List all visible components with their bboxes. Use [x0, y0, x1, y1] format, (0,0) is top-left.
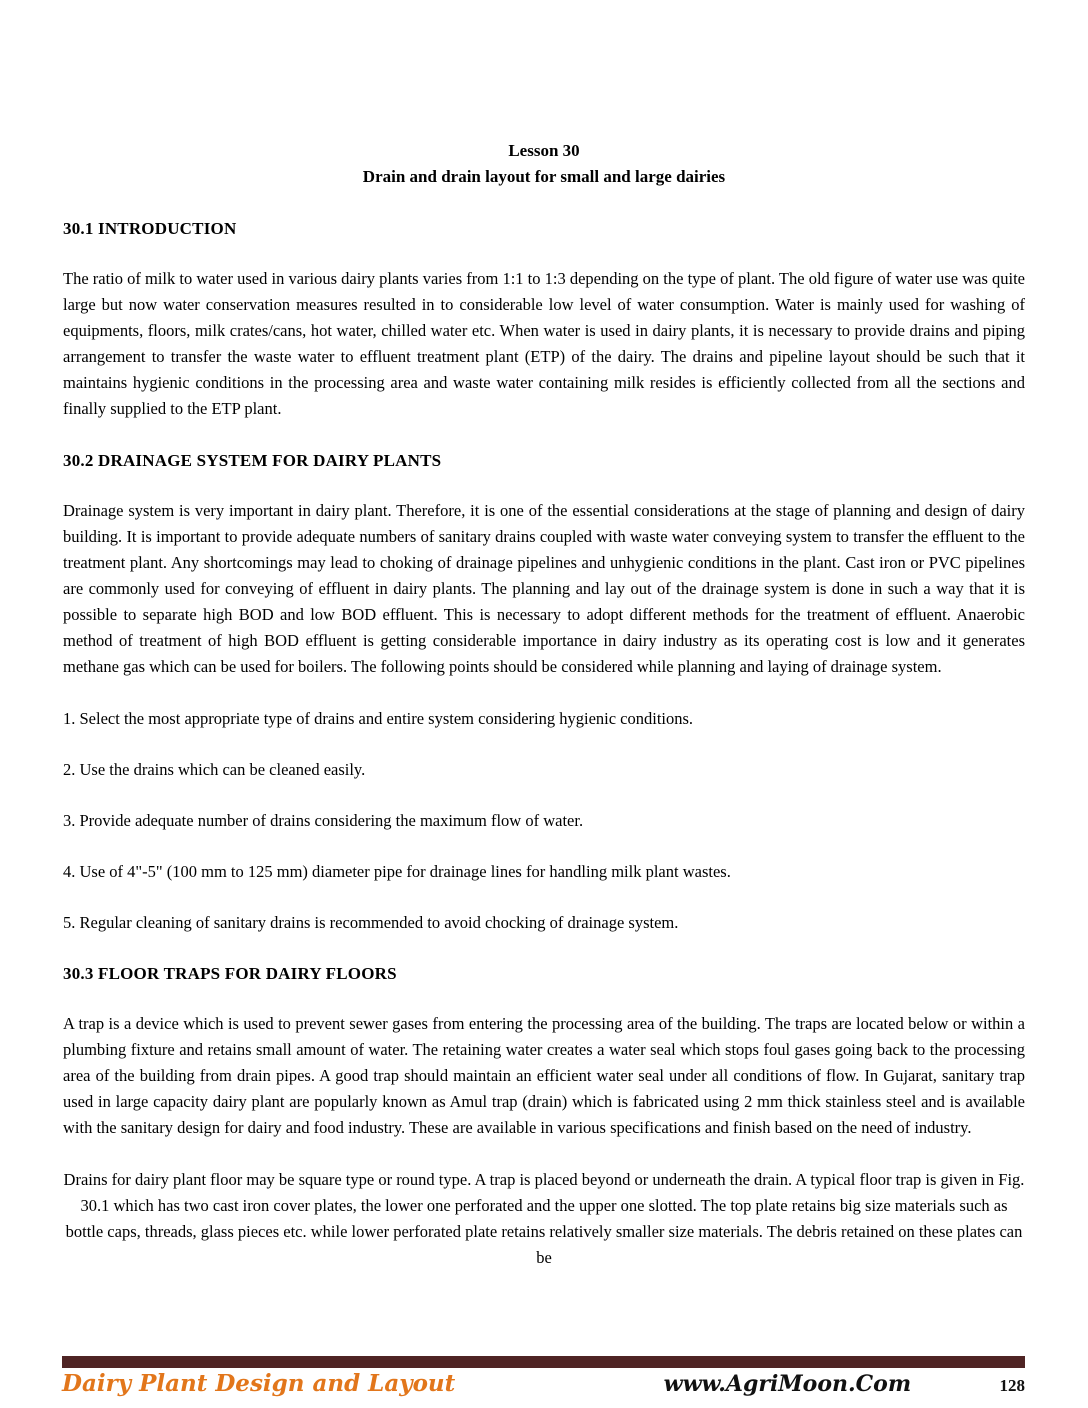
list-item-1: 1. Select the most appropriate type of drains and entire system considering hygienic conditions.	[63, 709, 694, 728]
footer-divider-bar	[62, 1356, 1025, 1368]
footer-page-number: 128	[999, 1376, 1025, 1395]
lesson-subtitle: Drain and drain layout for small and large dairies	[362, 167, 726, 186]
page-footer	[62, 1356, 1025, 1402]
list-item-3: 3. Provide adequate number of drains considering the maximum flow of water.	[63, 811, 584, 830]
footer-book-title: Dairy Plant Design and Layout	[62, 1370, 456, 1397]
section-heading-floor-traps: 30.3 FLOOR TRAPS FOR DAIRY FLOORS	[63, 964, 397, 983]
lesson-number-title: Lesson 30	[508, 141, 580, 160]
list-item-2: 2. Use the drains which can be cleaned easily.	[63, 760, 366, 779]
paragraph-drainage-system: Drainage system is very important in dairy plant. Therefore, it is one of the essential considerations at the stage of planning and design of dairy building. It is important to provide adequate numbers of sanitary drains coupled with waste water conveying system to transfer the effluent to the treatment plant. Any shortcomings may lead to choking of drainage pipelines and unhygienic conditions in the plant. Cast iron or PVC pipelines are commonly used for conveying of effluent in dairy plants. The planning and lay out of the drainage system is done in such a way that it is possible to separate high BOD and low BOD effluent. This is necessary to adopt different methods for the treatment of effluent. Anaerobic method of treatment of high BOD effluent is getting considerable importance in dairy industry as its operating cost is low and it generates methane gas which can be used for boilers. The following points should be considered while planning and laying of drainage system.	[63, 501, 1025, 676]
list-item-4: 4. Use of 4"-5" (100 mm to 125 mm) diameter pipe for drainage lines for handling milk plant wastes.	[63, 862, 731, 881]
footer-website: www.AgriMoon.Com	[663, 1371, 912, 1397]
page-content	[63, 138, 1025, 1271]
paragraph-floor-traps-continued: Drains for dairy plant floor may be square type or round type. A trap is placed beyond or underneath the drain. A typical floor trap is given in Fig. 30.1 which has two cast iron cover plates, the lower one perforated and the upper one slotted. The top plate retains big size materials such as bottle caps, threads, glass pieces etc. while lower perforated plate retains relatively smaller size materials. The debris retained on these plates can be	[63, 1170, 1025, 1267]
footer-text-row	[62, 1370, 1025, 1397]
section-heading-drainage-system: 30.2 DRAINAGE SYSTEM FOR DAIRY PLANTS	[63, 451, 442, 470]
paragraph-introduction: The ratio of milk to water used in various dairy plants varies from 1:1 to 1:3 depending on the type of plant. The old figure of water use was quite large but now water conservation measures resulted in to considerable low level of water consumption. Water is mainly used for washing of equipments, floors, milk crates/cans, hot water, chilled water etc. When water is used in dairy plants, it is necessary to provide drains and piping arrangement to transfer the waste water to effluent treatment plant (ETP) of the dairy. The drains and pipeline layout should be such that it maintains hygienic conditions in the processing area and waste water containing milk resides is efficiently collected from all the sections and finally supplied to the ETP plant.	[63, 269, 1025, 418]
lesson-title-block	[63, 138, 1025, 190]
paragraph-floor-traps: A trap is a device which is used to prevent sewer gases from entering the processing area of the building. The traps are located below or within a plumbing fixture and retains small amount of water. The retaining water creates a water seal which stops foul gases going back to the processing area of the building from drain pipes. A good trap should maintain an efficient water seal under all conditions of flow. In Gujarat, sanitary trap used in large capacity dairy plant are popularly known as Amul trap (drain) which is fabricated using 2 mm thick stainless steel and is available with the sanitary design for dairy and food industry. These are available in various specifications and finish based on the need of industry.	[63, 1014, 1025, 1137]
section-heading-introduction: 30.1 INTRODUCTION	[63, 219, 237, 238]
list-item-5: 5. Regular cleaning of sanitary drains is recommended to avoid chocking of drainage system.	[63, 913, 679, 932]
